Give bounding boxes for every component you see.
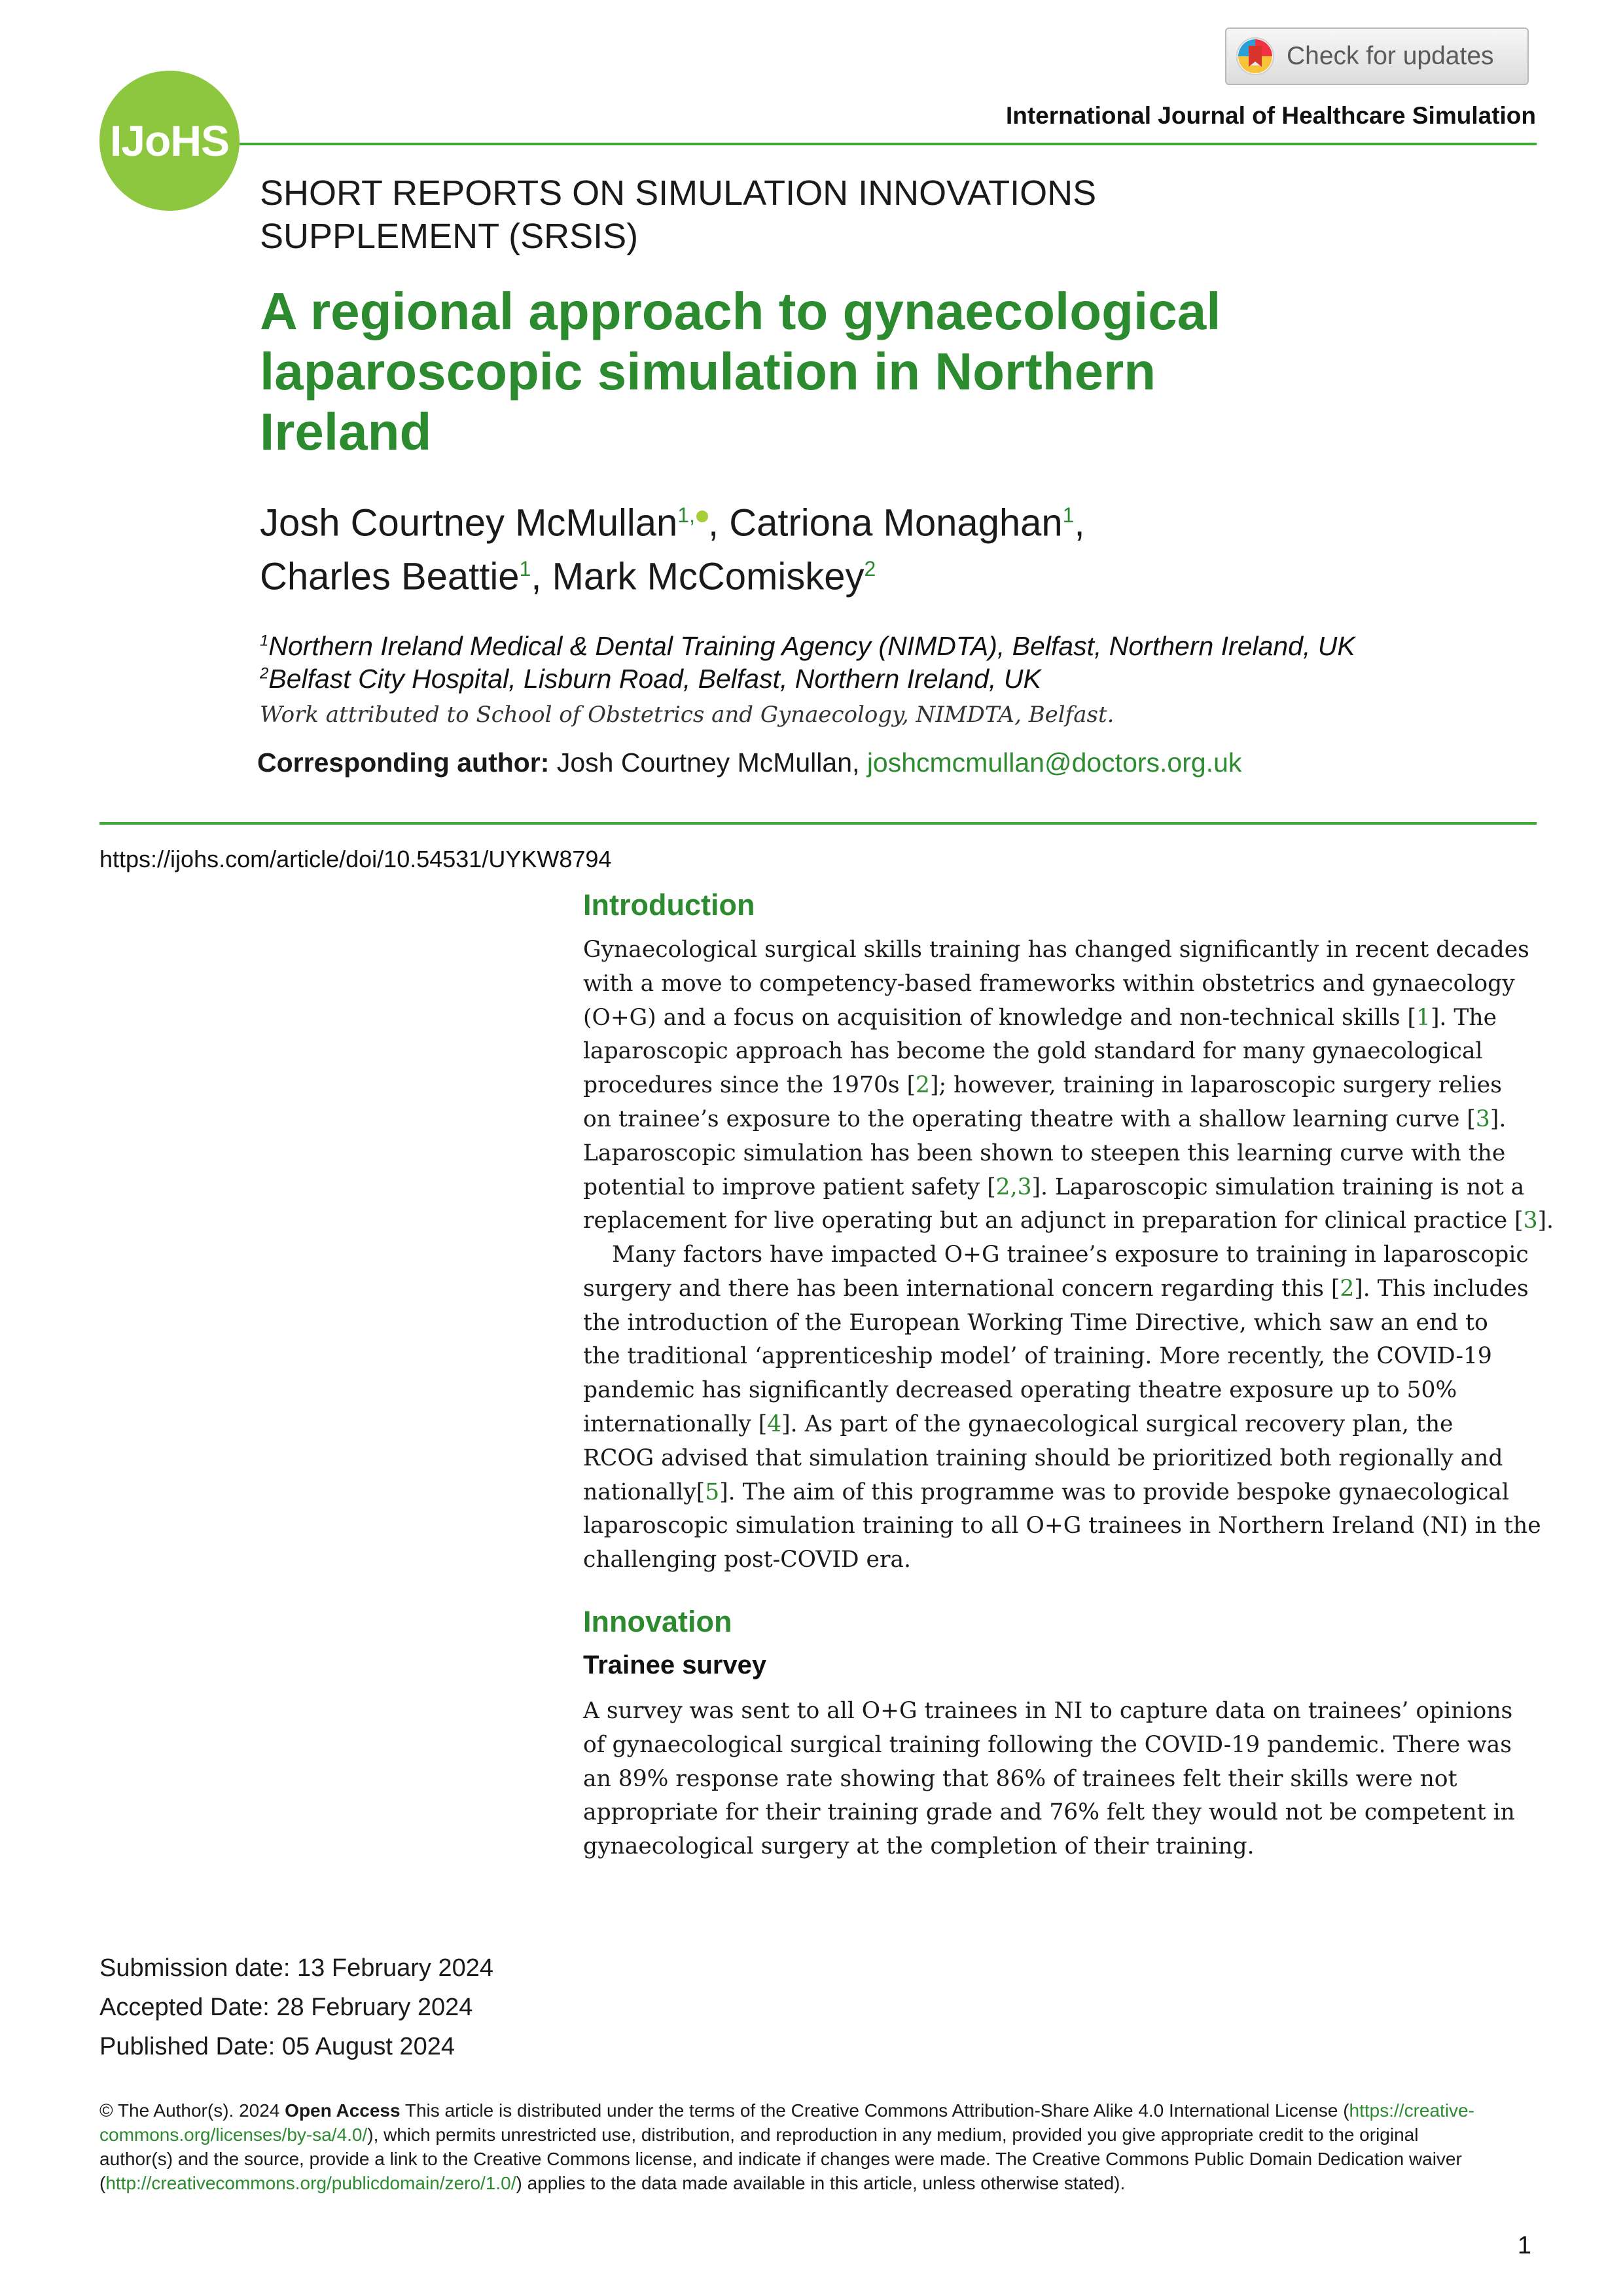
text-line: the traditional ‘apprenticeship model’ of training. More recently, the COVID-19 <box>583 1343 1492 1370</box>
orcid-icon[interactable] <box>696 511 708 522</box>
affiliation-number: 2 <box>260 664 269 683</box>
license-link[interactable]: http://creativecommons.org/publicdomain/zero/1.0/ <box>105 2173 516 2193</box>
journal-name: International Journal of Healthcare Simulation <box>1005 102 1536 129</box>
text-line: with a move to competency-based frameworks within obstetrics and gynaecology <box>583 970 1515 997</box>
open-access-label: Open Access <box>285 2100 401 2121</box>
license-text: author(s) and the source, provide a link to the Creative Commons license, and indicate if changes were made. The Creative Commons Public Domain Dedication waiver <box>99 2149 1462 2169</box>
license-line <box>99 2098 1539 2123</box>
text-run: potential to improve patient safety [ <box>583 1174 996 1200</box>
citation-link[interactable]: 4 <box>767 1410 782 1437</box>
affiliation-text: Northern Ireland Medical & Dental Training Agency (NIMDTA), Belfast, Northern Ireland, UK <box>268 631 1355 661</box>
text-run: ]; however, training in laparoscopic surgery relies <box>930 1072 1502 1099</box>
text-run: internationally [ <box>583 1410 768 1437</box>
citation-link[interactable]: 2 <box>916 1072 930 1099</box>
introduction-paragraph-1 <box>583 933 1554 1238</box>
license-text: © The Author(s). 2024 <box>99 2100 285 2121</box>
header-divider <box>240 143 1537 145</box>
text-line <box>583 1171 1537 1205</box>
introduction-paragraph-2 <box>583 1238 1541 1577</box>
text-line: Many factors have impacted O+G trainee’s exposure to training in laparoscopic <box>612 1242 1529 1268</box>
text-line <box>583 1204 1554 1238</box>
page-number: 1 <box>1517 2232 1531 2259</box>
text-line: Laparoscopic simulation has been shown to steepen this learning curve with the <box>583 1139 1506 1166</box>
introduction-heading: Introduction <box>583 888 755 922</box>
license-line <box>99 2171 1539 2195</box>
title-line: A regional approach to gynaecological <box>260 282 1221 340</box>
text-line <box>583 1408 1537 1442</box>
citation-link[interactable]: 3 <box>1523 1208 1538 1234</box>
citation-link[interactable]: 2,3 <box>995 1174 1032 1200</box>
crossmark-icon <box>1236 37 1275 76</box>
text-run: ]. <box>1489 1105 1507 1132</box>
text-line: pandemic has significantly decreased operating theatre exposure up to 50% <box>583 1377 1457 1404</box>
check-for-updates-label: Check for updates <box>1287 42 1494 70</box>
text-run: ]. <box>1537 1208 1554 1234</box>
citation-link[interactable]: 5 <box>705 1479 720 1505</box>
author-affiliation-mark: 1, <box>677 503 695 527</box>
corresponding-author-label: Corresponding author: <box>257 747 550 778</box>
supplement-line: SHORT REPORTS ON SIMULATION INNOVATIONS <box>260 173 1097 213</box>
innovation-heading: Innovation <box>583 1605 732 1638</box>
citation-link[interactable]: 2 <box>1340 1275 1355 1302</box>
affiliation-1 <box>260 631 1355 662</box>
title-line: Ireland <box>260 403 432 461</box>
text-run: ]. Laparoscopic simulation training is not a <box>1031 1174 1525 1200</box>
text-line: of gynaecological surgical training following the COVID-19 pandemic. There was <box>583 1731 1512 1758</box>
text-run: procedures since the 1970s [ <box>583 1072 916 1099</box>
article-title <box>260 281 1372 462</box>
license-link[interactable]: https://creative- <box>1349 2100 1474 2121</box>
text-line: an 89% response rate showing that 86% of trainees felt their skills were not <box>583 1765 1457 1792</box>
author-separator: , <box>707 501 730 545</box>
text-line: the introduction of the European Working Time Directive, which saw an end to <box>583 1309 1488 1336</box>
author-name: Mark McComiskey <box>552 555 865 598</box>
author-list <box>260 492 1372 600</box>
text-run: ]. The aim of this programme was to provide bespoke gynaecological <box>719 1479 1509 1505</box>
text-run: ]. The <box>1430 1004 1497 1031</box>
license-line <box>99 2147 1539 2171</box>
license-text: This article is distributed under the terms of the Creative Commons Attribution-Share Alike 4.0 International License ( <box>400 2100 1349 2121</box>
text-line: challenging post-COVID era. <box>583 1547 911 1573</box>
license-statement <box>99 2098 1539 2195</box>
trainee-survey-paragraph <box>583 1695 1537 1864</box>
text-line: Gynaecological surgical skills training has changed significantly in recent decades <box>583 937 1529 963</box>
corresponding-author <box>257 747 1241 778</box>
affiliation-number: 1 <box>260 632 269 650</box>
author-name: Josh Courtney McMullan <box>260 501 678 545</box>
text-line <box>583 1069 1537 1103</box>
text-line <box>583 1476 1537 1510</box>
logo-text: IJoHS <box>109 117 230 165</box>
license-line <box>99 2123 1539 2147</box>
author-separator: , <box>1074 501 1085 545</box>
text-line <box>583 1001 1537 1035</box>
trainee-survey-heading: Trainee survey <box>583 1651 767 1679</box>
text-run: nationally[ <box>583 1479 705 1505</box>
text-run: ]. As part of the gynaecological surgical recovery plan, the <box>781 1410 1454 1437</box>
author-affiliation-mark: 1 <box>519 557 531 581</box>
affiliation-text: Belfast City Hospital, Lisburn Road, Belfast, Northern Ireland, UK <box>268 664 1041 694</box>
text-line: A survey was sent to all O+G trainees in NI to capture data on trainees’ opinions <box>583 1698 1513 1724</box>
section-divider <box>99 822 1537 825</box>
license-text: ), which permits unrestricted use, distribution, and reproduction in any medium, provided you give appropriate credit to the original <box>367 2125 1419 2145</box>
article-doi-link[interactable]: https://ijohs.com/article/doi/10.54531/UYKW8794 <box>99 846 612 872</box>
affiliation-2 <box>260 664 1041 694</box>
author-name: Catriona Monaghan <box>729 501 1063 545</box>
text-run: surgery and there has been international concern regarding this [ <box>583 1275 1340 1302</box>
published-date: Published Date: 05 August 2024 <box>99 2033 455 2060</box>
text-run: (O+G) and a focus on acquisition of knowledge and non-technical skills [ <box>583 1004 1416 1031</box>
text-run: ]. This includes <box>1354 1275 1529 1302</box>
license-link[interactable]: commons.org/licenses/by-sa/4.0/ <box>99 2125 368 2145</box>
corresponding-author-name: Josh Courtney McMullan, <box>556 747 860 778</box>
citation-link[interactable]: 1 <box>1416 1004 1431 1031</box>
text-line <box>583 1272 1537 1306</box>
text-line: RCOG advised that simulation training should be prioritized both regionally and <box>583 1444 1503 1471</box>
text-line: gynaecological surgery at the completion of their training. <box>583 1833 1255 1860</box>
supplement-label <box>260 171 1307 258</box>
text-line: appropriate for their training grade and 76% felt they would not be competent in <box>583 1799 1515 1826</box>
work-attribution: Work attributed to School of Obstetrics and Gynaecology, NIMDTA, Belfast. <box>260 702 1115 728</box>
corresponding-author-email-link[interactable]: joshcmcmullan@doctors.org.uk <box>866 747 1242 778</box>
license-text: ( <box>99 2173 106 2193</box>
text-run: replacement for live operating but an adjunct in preparation for clinical practice [ <box>583 1208 1524 1234</box>
journal-logo <box>99 71 240 211</box>
author-name: Charles Beattie <box>260 555 520 598</box>
text-line: laparoscopic simulation training to all O+G trainees in Northern Ireland (NI) in the <box>583 1513 1541 1539</box>
author-separator: , <box>531 555 552 598</box>
accepted-date: Accepted Date: 28 February 2024 <box>99 1994 473 2021</box>
citation-link[interactable]: 3 <box>1475 1105 1490 1132</box>
title-line: laparoscopic simulation in Northern <box>260 342 1156 401</box>
text-line: laparoscopic approach has become the gold standard for many gynaecological <box>583 1038 1483 1065</box>
submission-date: Submission date: 13 February 2024 <box>99 1954 494 1982</box>
check-for-updates-button[interactable] <box>1225 27 1529 85</box>
author-affiliation-mark: 2 <box>864 557 876 581</box>
text-line <box>583 1103 1537 1137</box>
text-run: on trainee’s exposure to the operating theatre with a shallow learning curve [ <box>583 1105 1476 1132</box>
supplement-line: SUPPLEMENT (SRSIS) <box>260 217 639 256</box>
author-affiliation-mark: 1 <box>1062 503 1075 527</box>
license-text: ) applies to the data made available in this article, unless otherwise stated). <box>516 2173 1126 2193</box>
